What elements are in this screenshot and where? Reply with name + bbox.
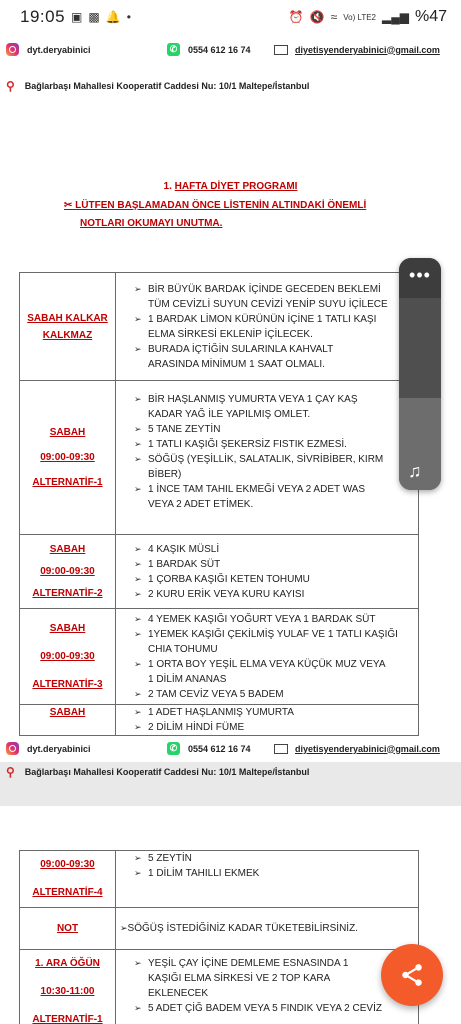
signal-icon: ▂▄▆ xyxy=(382,10,409,24)
battery-text: %47 xyxy=(414,8,447,25)
label-line: 1. ARA ÖĞÜN xyxy=(35,958,100,969)
label-line: ALTERNATİF-2 xyxy=(32,587,103,599)
label-line: 09:00-09:30 xyxy=(40,565,95,577)
label-line: SABAH xyxy=(49,707,86,718)
list-item: ➢ 1YEMEK KAŞIĞI ÇEKİLMİŞ YULAF VE 1 TATLI KAŞIĞI CHIA TOHUMU xyxy=(134,627,418,657)
gallery-icon: ▣ xyxy=(71,10,83,24)
list-item: ➢ 5 ADET ÇİĞ BADEM VEYA 5 FINDIK VEYA 2 CEVİZ xyxy=(134,1001,418,1016)
meal-content xyxy=(116,535,419,609)
dot-icon: • xyxy=(126,10,131,24)
warning-line-2: NOTLARI OKUMAYI UNUTMA. xyxy=(80,218,223,229)
warning-line-1 xyxy=(64,200,366,211)
list-item: ➢ BİR BÜYÜK BARDAK İÇİNDE GECEDEN BEKLEMİ TÜM CEVİZLİ SUYUN CEVİZİ YENİP SUYU İÇİLECE xyxy=(134,282,418,312)
phone-number: 0554 612 16 74 xyxy=(188,44,251,55)
meal-content xyxy=(116,908,419,950)
table-row xyxy=(20,609,419,705)
meal-label xyxy=(20,950,116,1024)
list-item: ➢ 1 TATLI KAŞIĞI ŞEKERSİZ FISTIK EZMESİ. xyxy=(134,437,418,452)
mail-icon xyxy=(274,744,288,754)
meal-label xyxy=(20,273,116,381)
list-item: ➢ 5 TANE ZEYTİN xyxy=(134,422,418,437)
label-line: ALTERNATİF-1 xyxy=(32,477,103,488)
note-text: ➢ SÖĞÜŞ İSTEDİĞİNİZ KADAR TÜKETEBİLİRSİNİZ. xyxy=(120,923,358,934)
list-item: ➢ 2 TAM CEVİZ VEYA 5 BADEM xyxy=(134,687,418,702)
label-line: 09:00-09:30 xyxy=(40,859,95,870)
location-pin-icon: ⚲ xyxy=(6,765,15,779)
diet-table-page-2 xyxy=(19,850,419,1024)
meal-label xyxy=(20,535,116,609)
table-row xyxy=(20,851,419,908)
table-row xyxy=(20,705,419,736)
share-button[interactable] xyxy=(381,944,443,1006)
share-icon xyxy=(399,962,425,988)
mail-icon xyxy=(274,45,288,55)
list-item: ➢ 1 ORTA BOY YEŞİL ELMA VEYA KÜÇÜK MUZ VEYA 1 DİLİM ANANAS xyxy=(134,657,418,687)
title-number: 1. xyxy=(163,181,172,192)
diet-table-page-1 xyxy=(19,272,419,736)
warning-text-1: LÜTFEN BAŞLAMADAN ÖNCE LİSTENİN ALTINDAKİ ÖNEMLİ xyxy=(75,200,367,211)
video-icon: ▩ xyxy=(88,10,100,24)
mute-icon: 🔇 xyxy=(309,10,325,24)
label-line: 09:00-09:30 xyxy=(40,452,95,463)
meal-label xyxy=(20,908,116,950)
table-row xyxy=(20,950,419,1024)
alarm-icon: ⏰ xyxy=(288,10,304,24)
list-item: ➢ BURADA İÇTİĞİN SULARINLA KAHVALT ARASINDA MİNİMUM 1 SAAT OLMALI. xyxy=(134,342,418,372)
label-line: ALTERNATİF-4 xyxy=(32,887,103,898)
table-row xyxy=(20,908,419,950)
meal-label xyxy=(20,705,116,736)
title-text: HAFTA DİYET PROGRAMI xyxy=(174,181,298,192)
whatsapp-icon: ✆ xyxy=(167,43,180,56)
address-text: Bağlarbaşı Mahallesi Kooperatif Caddesi Nu: 10/1 Maltepe/İstanbul xyxy=(24,81,310,91)
wifi-icon: ≈ xyxy=(330,10,338,24)
meal-label xyxy=(20,381,116,535)
instagram-icon xyxy=(6,43,19,56)
contact-footer xyxy=(6,742,461,755)
table-row xyxy=(20,535,419,609)
email-link[interactable]: diyetisyenderyabinici@gmail.com xyxy=(295,743,440,754)
status-time: 19:05 xyxy=(20,7,66,26)
label-line: 10:30-11:00 xyxy=(40,986,95,997)
document-page-1 xyxy=(0,34,461,762)
program-title xyxy=(0,181,461,192)
label-line: SABAH xyxy=(49,622,86,634)
meal-content xyxy=(116,950,419,1024)
table-row xyxy=(20,381,419,535)
label-line: ALTERNATİF-3 xyxy=(32,678,103,690)
list-item: ➢ 1 ADET HAŞLANMIŞ YUMURTA xyxy=(134,705,418,720)
audio-icon[interactable]: ♫ xyxy=(408,461,422,481)
email-link[interactable]: diyetisyenderyabinici@gmail.com xyxy=(295,44,440,55)
list-item: ➢ YEŞİL ÇAY İÇİNE DEMLEME ESNASINDA 1 KAŞIĞI ELMA SİRKESİ VE 2 TOP KARA EKLENECEK xyxy=(134,956,418,1001)
label-line: KALKMAZ xyxy=(42,329,93,341)
address-row-footer xyxy=(6,765,309,779)
address-text: Bağlarbaşı Mahallesi Kooperatif Caddesi Nu: 10/1 Maltepe/İstanbul xyxy=(24,767,310,777)
table-row xyxy=(20,273,419,381)
meal-content xyxy=(116,609,419,705)
list-item: ➢ 1 ÇORBA KAŞIĞI KETEN TOHUMU xyxy=(134,572,418,587)
lte-label: Vo) LTE2 xyxy=(343,12,376,22)
label-line: SABAH xyxy=(49,427,86,438)
list-item: ➢ 1 BARDAK SÜT xyxy=(134,557,418,572)
list-item: ➢ BİR HAŞLANMIŞ YUMURTA VEYA 1 ÇAY KAŞ KADAR YAĞ İLE YAPILMIŞ OMLET. xyxy=(134,392,418,422)
bell-icon: 🔔 xyxy=(105,10,121,24)
meal-content xyxy=(116,381,419,535)
meal-label xyxy=(20,851,116,908)
list-item: ➢ 1 BARDAK LİMON KÜRÜNÜN İÇİNE 1 TATLI KAŞI ELMA SİRKESİ EKLENİP İÇİLECEK. xyxy=(134,312,418,342)
contact-header xyxy=(6,43,461,56)
audio-panel[interactable] xyxy=(399,398,441,490)
list-item: ➢ 1 İNCE TAM TAHIL EKMEĞİ VEYA 2 ADET WAS VEYA 2 ADET ETİMEK. xyxy=(134,482,418,512)
label-line: SABAH KALKAR xyxy=(27,312,108,324)
meal-content xyxy=(116,705,419,736)
instagram-handle: dyt.deryabinici xyxy=(27,743,91,754)
label-line: ALTERNATİF-1 xyxy=(32,1014,103,1024)
instagram-icon xyxy=(6,742,19,755)
meal-content xyxy=(116,273,419,381)
label-line: NOT xyxy=(56,923,79,934)
meal-label xyxy=(20,609,116,705)
list-item: ➢ 5 ZEYTİN xyxy=(134,851,418,866)
list-item: ➢ 1 DİLİM TAHILLI EKMEK xyxy=(134,866,418,881)
list-item: ➢ 2 KURU ERİK VEYA KURU KAYISI xyxy=(134,587,418,602)
list-item: ➢ 2 DİLİM HİNDİ FÜME xyxy=(134,720,418,735)
whatsapp-icon: ✆ xyxy=(167,742,180,755)
list-item: ➢ 4 KAŞIK MÜSLİ xyxy=(134,542,418,557)
list-item: ➢ 4 YEMEK KAŞIĞI YOĞURT VEYA 1 BARDAK SÜT xyxy=(134,612,418,627)
scissors-icon: ✂ xyxy=(64,200,73,211)
status-bar xyxy=(0,0,461,34)
instagram-handle: dyt.deryabinici xyxy=(27,44,91,55)
more-dots-icon[interactable]: ••• xyxy=(399,258,441,298)
list-item: ➢ SÖĞÜŞ (YEŞİLLİK, SALATALIK, SİVRİBİBER, KIRM BİBER) xyxy=(134,452,418,482)
floating-side-panel[interactable] xyxy=(399,258,441,490)
location-pin-icon: ⚲ xyxy=(6,79,15,93)
label-line: 09:00-09:30 xyxy=(40,650,95,662)
phone-number: 0554 612 16 74 xyxy=(188,743,251,754)
address-row xyxy=(6,79,309,93)
label-line: SABAH xyxy=(49,543,86,555)
meal-content xyxy=(116,851,419,908)
